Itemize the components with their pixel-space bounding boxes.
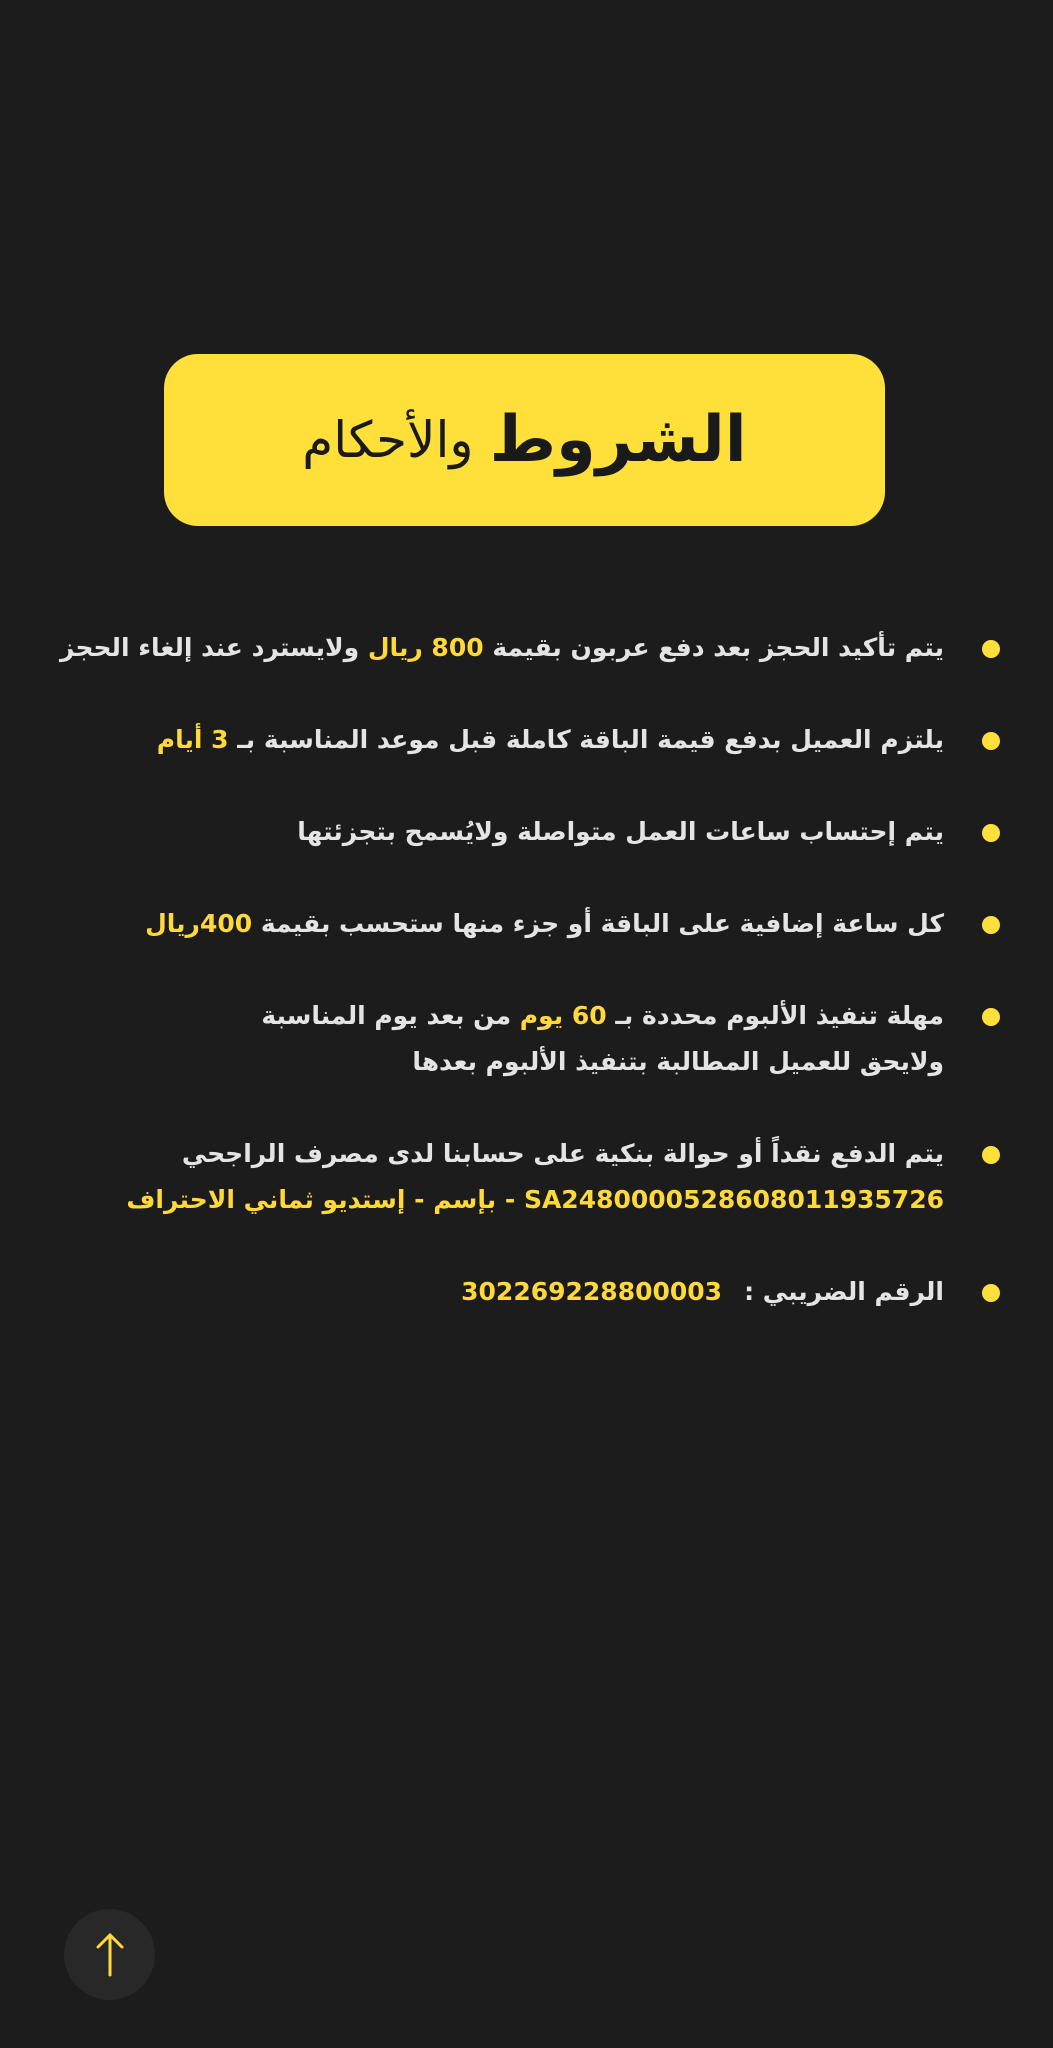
term-item-full-payment	[40, 717, 1000, 763]
term-highlight: 400ريال	[145, 909, 253, 938]
arrow-up-icon	[93, 1931, 127, 1979]
term-item-album-deadline	[40, 993, 1000, 1085]
scroll-to-top-button[interactable]	[64, 1909, 155, 2000]
bullet-icon	[982, 1146, 1000, 1164]
term-item-working-hours	[40, 809, 1000, 855]
bullet-icon	[982, 1008, 1000, 1026]
page-title-card	[164, 354, 885, 526]
bullet-icon	[982, 732, 1000, 750]
term-line	[40, 993, 944, 1039]
term-text: يتم تأكيد الحجز بعد دفع عربون بقيمة	[483, 633, 944, 662]
term-text: مهلة تنفيذ الألبوم محددة بـ	[606, 1001, 944, 1030]
tax-number: 302269228800003	[461, 1277, 723, 1306]
term-text: من بعد يوم المناسبة	[261, 1001, 520, 1030]
bank-account-line: SA2480000528608011935726 - بإسم - إستديو ثماني الاحتراف	[126, 1185, 944, 1214]
bullet-icon	[982, 640, 1000, 658]
term-line-2: ولايحق للعميل المطالبة بتنفيذ الألبوم بعدها	[412, 1047, 944, 1076]
tax-label: الرقم الضريبي :	[744, 1277, 944, 1306]
term-highlight: 3 أيام	[156, 725, 229, 754]
page-title-strong: الشروط	[489, 403, 747, 477]
terms-list	[40, 625, 1000, 1361]
bullet-icon	[982, 916, 1000, 934]
bullet-icon	[982, 824, 1000, 842]
term-highlight: 60 يوم	[519, 1001, 607, 1030]
term-item-payment-method	[40, 1131, 1000, 1223]
term-text: ولايسترد عند إلغاء الحجز	[59, 633, 368, 662]
term-text: يلتزم العميل بدفع قيمة الباقة كاملة قبل موعد المناسبة بـ	[228, 725, 944, 754]
term-item-extra-hour	[40, 901, 1000, 947]
term-text: يتم إحتساب ساعات العمل متواصلة ولايُسمح بتجزئتها	[297, 817, 944, 846]
term-item-deposit	[40, 625, 1000, 671]
term-item-tax-number	[40, 1269, 1000, 1315]
bullet-icon	[982, 1284, 1000, 1302]
term-highlight: 800 ريال	[367, 633, 484, 662]
page-title-light: والأحكام	[302, 411, 474, 469]
term-text: كل ساعة إضافية على الباقة أو جزء منها ستحسب بقيمة	[252, 909, 944, 938]
term-text: يتم الدفع نقداً أو حوالة بنكية على حسابنا لدى مصرف الراجحي	[181, 1139, 944, 1168]
